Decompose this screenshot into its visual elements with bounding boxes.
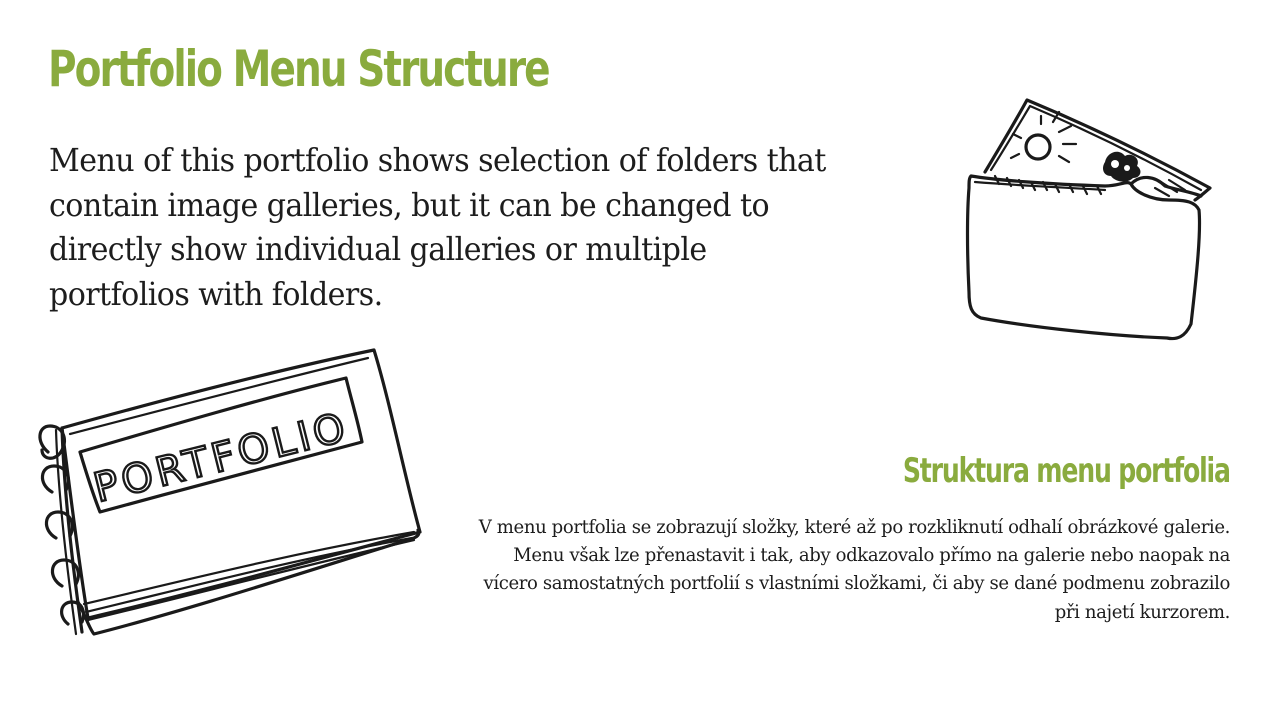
section-paragraph-czech: V menu portfolia se zobrazují složky, které až po rozkliknutí odhalí obrázkové galerie. Menu však lze přenastavit i tak, aby odkazovalo přímo na galerie nebo naopak na vícero samostatných portfolií s vlastními složkami, či aby se dané podmenu zobrazilo při najetí kurzorem. (478, 516, 1230, 623)
page-title: Portfolio Menu Structure (48, 40, 549, 98)
book-label: PORTFOLIO (89, 403, 354, 512)
section-title-czech: Struktura menu portfolia (903, 451, 1230, 491)
folder-with-photo-illustration (955, 92, 1220, 347)
portfolio-binder-illustration (28, 342, 438, 642)
intro-paragraph: Menu of this portfolio shows selection of folders that contain image galleries, but it can be changed to directly show individual galleries or multiple portfolios with folders. (49, 141, 826, 313)
